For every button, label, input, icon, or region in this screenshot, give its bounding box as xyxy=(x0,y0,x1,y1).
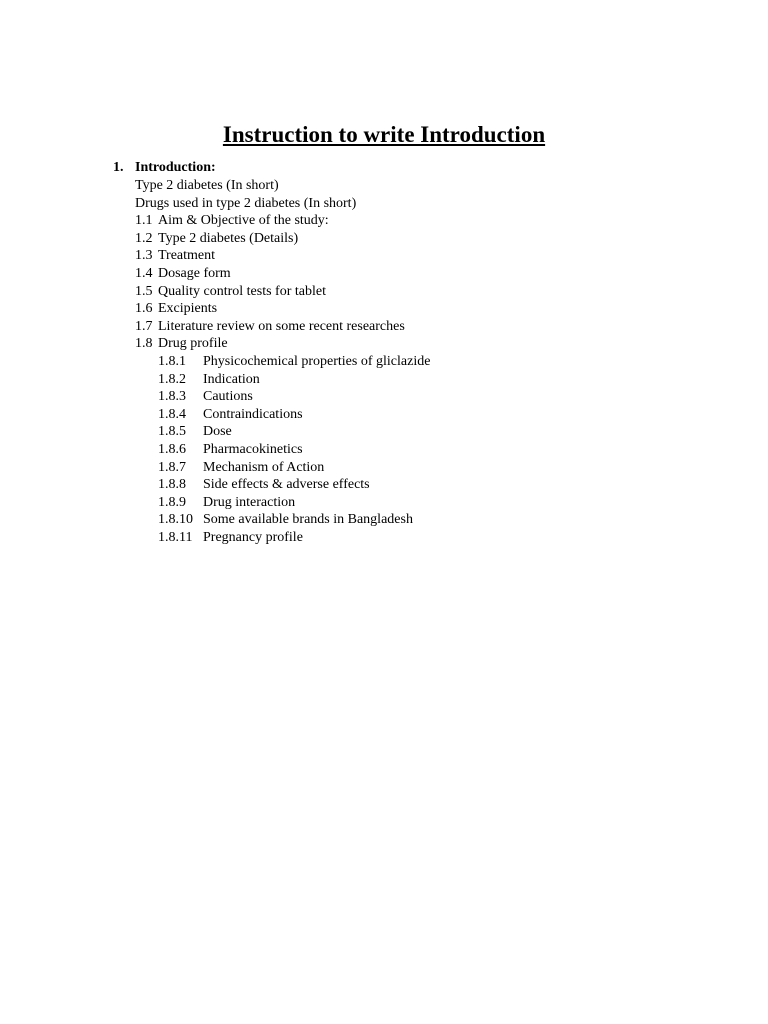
item-label: Treatment xyxy=(158,248,216,264)
subitem-label: Cautions xyxy=(203,389,253,405)
sublist xyxy=(135,353,430,547)
subitem-label: Mechanism of Action xyxy=(203,459,325,475)
item-label: Excipients xyxy=(158,301,218,317)
item-label: Drug profile xyxy=(158,336,228,352)
sublist-item xyxy=(158,494,430,512)
subitem-number: 1.8.8 xyxy=(158,477,186,493)
sublist-item xyxy=(158,423,430,441)
subitem-number: 1.8.7 xyxy=(158,459,186,475)
subitem-number: 1.8.5 xyxy=(158,424,186,440)
list-item xyxy=(135,247,430,265)
subitem-number: 1.8.9 xyxy=(158,494,186,510)
sublist-item xyxy=(158,353,430,371)
subitem-label: Pregnancy profile xyxy=(203,529,303,545)
section-heading xyxy=(113,159,216,177)
item-label: Type 2 diabetes (Details) xyxy=(158,230,299,246)
subitem-number: 1.8.1 xyxy=(158,353,186,369)
list-item xyxy=(135,300,430,318)
subitem-number: 1.8.6 xyxy=(158,441,186,457)
list-item xyxy=(135,283,430,301)
sublist-item xyxy=(158,388,430,406)
item-label: Aim & Objective of the study: xyxy=(158,213,329,229)
sublist-item xyxy=(158,476,430,494)
subitem-label: Physicochemical properties of gliclazide xyxy=(203,353,431,369)
item-label: Literature review on some recent researches xyxy=(158,318,405,334)
subitem-label: Some available brands in Bangladesh xyxy=(203,512,413,528)
section-title: Introduction: xyxy=(135,160,216,175)
item-number: 1.4 xyxy=(135,265,153,281)
intro-line: Drugs used in type 2 diabetes (In short) xyxy=(135,195,357,211)
item-number: 1.7 xyxy=(135,318,153,334)
item-label: Quality control tests for tablet xyxy=(158,283,326,299)
subitem-label: Dose xyxy=(203,424,232,440)
sublist-item xyxy=(158,441,430,459)
list-item xyxy=(135,265,430,283)
item-number: 1.6 xyxy=(135,301,153,317)
item-number: 1.2 xyxy=(135,230,153,246)
subitem-label: Drug interaction xyxy=(203,494,296,510)
subitem-label: Side effects & adverse effects xyxy=(203,477,370,493)
item-number: 1.3 xyxy=(135,248,153,264)
list-item xyxy=(135,335,430,353)
subitem-label: Indication xyxy=(203,371,260,387)
item-number: 1.5 xyxy=(135,283,153,299)
sublist-item xyxy=(158,529,430,547)
sublist-item xyxy=(158,371,430,389)
document-title: Instruction to write Introduction xyxy=(222,122,546,147)
subitem-label: Pharmacokinetics xyxy=(203,441,303,457)
subitem-number: 1.8.3 xyxy=(158,389,186,405)
subitem-number: 1.8.2 xyxy=(158,371,186,387)
sublist-item xyxy=(158,459,430,477)
list-item xyxy=(135,212,430,230)
section-body xyxy=(135,177,430,546)
item-number: 1.1 xyxy=(135,213,153,229)
intro-line: Type 2 diabetes (In short) xyxy=(135,178,279,193)
section-number: 1. xyxy=(113,160,124,175)
list-item xyxy=(135,230,430,248)
subitem-number: 1.8.4 xyxy=(158,406,186,422)
item-number: 1.8 xyxy=(135,336,153,352)
subitem-number: 1.8.11 xyxy=(158,529,193,545)
sublist-item xyxy=(158,511,430,529)
subitem-label: Contraindications xyxy=(203,406,303,422)
item-label: Dosage form xyxy=(158,265,231,281)
list-item xyxy=(135,318,430,336)
subitem-number: 1.8.10 xyxy=(158,512,193,528)
sublist-item xyxy=(158,406,430,424)
